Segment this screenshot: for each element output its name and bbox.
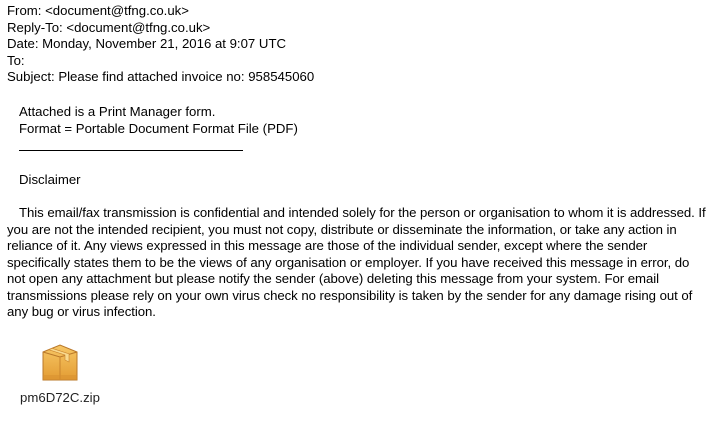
to-line: To: bbox=[7, 52, 25, 68]
zip-archive-icon[interactable] bbox=[40, 342, 80, 384]
divider bbox=[19, 150, 243, 151]
attachment-filename[interactable]: pm6D72C.zip bbox=[20, 390, 100, 405]
intro-line-1: Attached is a Print Manager form. bbox=[19, 104, 216, 119]
reply-to-line[interactable]: Reply-To: <document@tfng.co.uk> bbox=[7, 19, 211, 35]
attachment[interactable] bbox=[10, 342, 110, 407]
message-intro bbox=[19, 104, 659, 137]
subject-line: Subject: Please find attached invoice no: 958545060 bbox=[7, 69, 315, 84]
intro-line-2: Format = Portable Document Format File (PDF) bbox=[19, 120, 298, 136]
disclaimer-text: This email/fax transmission is confidential and intended solely for the person or organisation to whom it is addressed. If you are not the intended recipient, you must not copy, distribute or disseminate the information, or take any action in reliance of it. Any views expressed in this message are those of the individual sender, except where the sender specifically states them to be the views of any organisation or employer. If you have received this message in error, do not open any attachment but please notify the sender (above) deleting this message from your system. For email transmissions please rely on your own virus check no responsibility is taken by the sender for any damage rising out of any bug or virus infection. bbox=[7, 205, 706, 319]
email-headers bbox=[7, 3, 707, 86]
disclaimer-title: Disclaimer bbox=[19, 172, 81, 187]
from-line[interactable]: From: <document@tfng.co.uk> bbox=[7, 3, 189, 18]
date-line: Date: Monday, November 21, 2016 at 9:07 UTC bbox=[7, 36, 287, 51]
